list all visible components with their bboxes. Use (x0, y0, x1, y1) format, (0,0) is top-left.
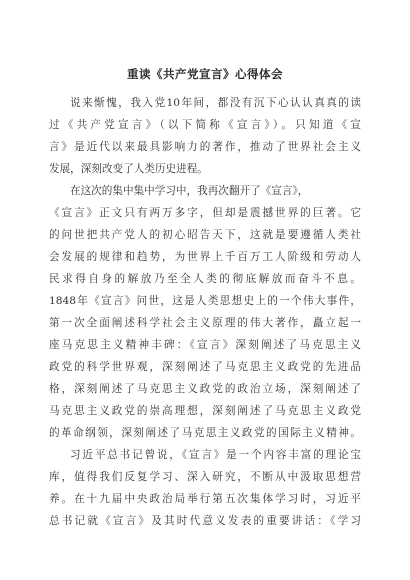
paragraph-line: 格，深刻阐述了马克思主义政党的政治立场，深刻阐述了 (49, 383, 361, 395)
paragraph-line: 说来惭愧，我入党10年间，都没有沉下心认认真真的读 (70, 97, 361, 109)
paragraph-line: 民求得自身的解放乃至全人类的彻底解放而奋斗不息。 (49, 273, 361, 285)
paragraph-line: 总书记就《宣言》及其时代意义发表的重要讲话：《学习 (49, 515, 361, 527)
paragraph-line: 言》是近代以来最具影响力的著作，推动了世界社会主义 (49, 141, 361, 153)
paragraph-line: 的问世把共产党人的初心昭告天下，这就是要遵循人类社 (49, 229, 361, 241)
paragraph-line: 养。在十九届中央政治局举行第五次集体学习时，习近平 (49, 493, 361, 505)
paragraph-line: 发展，深刻改变了人类历史进程。 (49, 163, 208, 175)
paragraph-line: 过《共产党宣言》（以下简称《宣言》）。只知道《宣 (49, 119, 361, 131)
paragraph-line: 习近平总书记曾说，《宣言》是一个内容丰富的理论宝 (70, 449, 361, 461)
document-title: 重读《共产党宣言》心得体会 (127, 67, 283, 81)
paragraph-line: 《宣言》正文只有两万多字，但却是震撼世界的巨著。它 (49, 207, 361, 219)
paragraph-line: 座马克思主义精神丰碑：《宣言》深刻阐述了马克思主义 (49, 339, 361, 351)
paragraph-line: 第一次全面阐述科学社会主义原理的伟大著作，矗立起一 (49, 317, 361, 329)
paragraph-line: 1848年《宣言》问世，这是人类思想史上的一个伟大事件， (49, 295, 361, 307)
paragraph-line: 会发展的规律和趋势，为世界上千百万工人阶级和劳动人 (49, 251, 361, 263)
paragraph-line: 的革命纲领，深刻阐述了马克思主义政党的国际主义精神。 (49, 427, 361, 439)
paragraph-line: 库，值得我们反复学习、深入研究，不断从中汲取思想营 (49, 471, 361, 483)
paragraph-line: 政党的科学世界观，深刻阐述了马克思主义政党的先进品 (49, 361, 361, 373)
paragraph-line: 马克思主义政党的崇高理想，深刻阐述了马克思主义政党 (49, 405, 361, 417)
paragraph-line: 在这次的集中集中学习中，我再次翻开了《宣言》， (70, 185, 309, 197)
